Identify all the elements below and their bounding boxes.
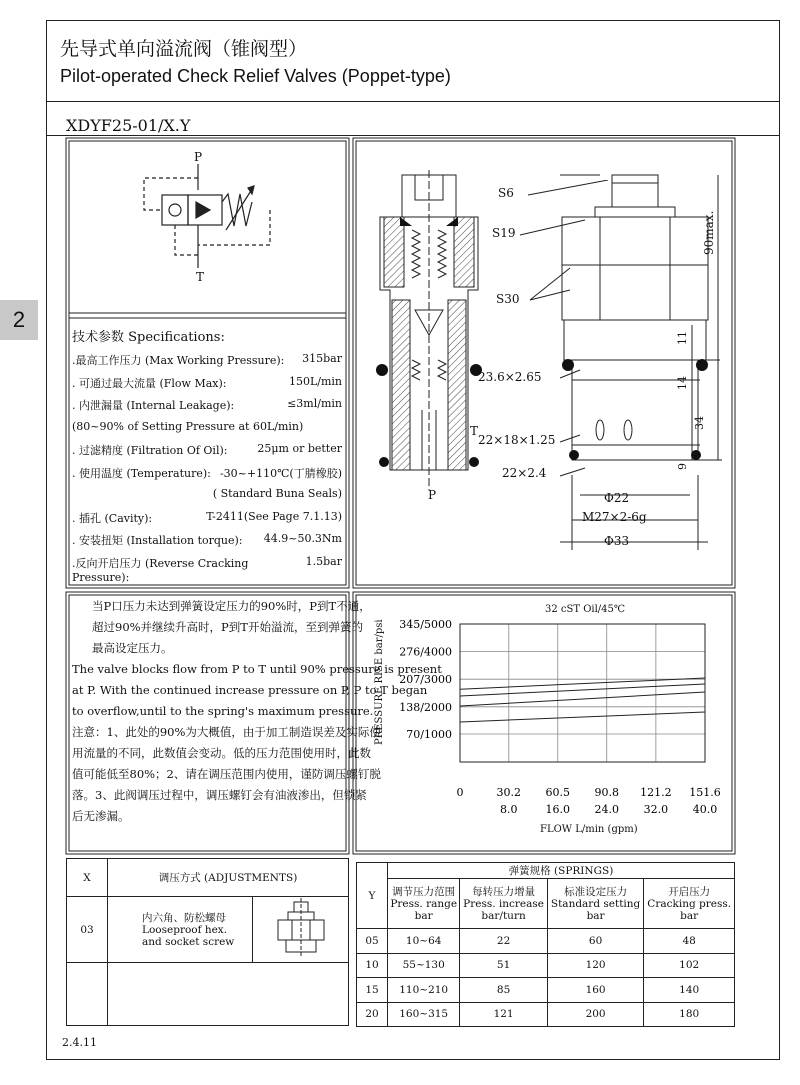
y-tick-label: 138/2000 <box>399 700 452 714</box>
springs-col-y: Y <box>357 863 388 929</box>
table-cell: 15 <box>357 978 388 1003</box>
table-cell: 120 <box>547 953 644 978</box>
y-tick-label: 207/3000 <box>399 673 452 687</box>
spec-label: . 安装扭矩 (Installation torque): <box>72 534 243 547</box>
spec-value: 44.9~50.3Nm <box>263 532 342 545</box>
section-port-t: T <box>470 424 479 438</box>
springs-header <box>547 879 644 929</box>
spec-row <box>72 397 342 413</box>
title-en: Pilot-operated Check Relief Valves (Poppet-type) <box>60 66 451 86</box>
table-cell: 102 <box>644 953 735 978</box>
springs-header-text: Cracking press. <box>647 897 732 910</box>
spec-label: . 插孔 (Cavity): <box>72 511 153 525</box>
spec-value: ≤3ml/min <box>287 397 342 410</box>
title-cn: 先导式单向溢流阀（锥阀型） <box>60 38 308 60</box>
spec-row <box>72 555 342 584</box>
table-cell: 48 <box>644 929 735 954</box>
table-cell: 20 <box>357 1002 388 1027</box>
dim-11: 11 <box>676 331 689 345</box>
dim-9: 9 <box>676 463 689 470</box>
x-tick-label-gpm: 40.0 <box>692 803 718 816</box>
series-line <box>460 678 705 689</box>
springs-header-text: Press. range <box>390 897 458 910</box>
symbol-port-t: T <box>196 270 205 284</box>
x-tick-label: 90.8 <box>594 786 619 799</box>
spec-value: 315bar <box>302 352 342 365</box>
springs-header <box>644 879 735 929</box>
springs-table <box>356 862 735 1027</box>
springs-header-text: Press. increase <box>463 897 545 910</box>
spec-label: (80~90% of Setting Pressure at 60L/min) <box>72 419 304 433</box>
spec-label: . 使用温度 (Temperature): <box>72 466 211 480</box>
description-line: 超过90%并继续升高时，P到T开始溢流，至到弹簧的 <box>92 620 363 634</box>
description-line: to overflow,until to the spring's maximum pressure. <box>72 704 374 718</box>
springs-header <box>388 879 460 929</box>
description-line: at P. With the continued increase pressure on P, P to T began <box>72 683 428 697</box>
adj-desc-cn: 内六角、防松螺母 <box>142 911 226 924</box>
spec-row <box>72 532 342 548</box>
section-port-p: P <box>428 488 437 502</box>
adjust-screw-icon <box>266 898 336 958</box>
adj-desc-en2: and socket screw <box>142 935 235 948</box>
table-cell: 110~210 <box>388 978 460 1003</box>
spec-label: . 过滤精度 (Filtration Of Oil): <box>72 444 228 457</box>
label-dia33: Φ33 <box>604 534 630 548</box>
model-number: XDYF25-01/X.Y <box>66 116 191 135</box>
adj-description <box>108 897 253 963</box>
springs-header-text: 调节压力范围 <box>392 885 456 898</box>
spec-label: .最高工作压力 (Max Working Pressure): <box>72 354 285 367</box>
table-cell: 22 <box>460 929 547 954</box>
plot-area <box>460 624 705 762</box>
spec-value: 25μm or better <box>257 442 342 455</box>
springs-header-text: bar <box>586 909 605 922</box>
springs-header-text: bar/turn <box>481 909 526 922</box>
spec-title: 技术参数 Specifications: <box>72 330 225 345</box>
table-cell: 200 <box>547 1002 644 1027</box>
dim-14: 14 <box>676 376 689 390</box>
label-dia22: Φ22 <box>604 491 630 505</box>
dim-34: 34 <box>693 416 706 430</box>
section-tab: 2 <box>0 300 38 340</box>
label-oring2: 22×18×1.25 <box>478 433 556 447</box>
table-row <box>357 1002 735 1027</box>
description-line: 后无渗漏。 <box>72 809 130 823</box>
spec-row <box>72 510 342 526</box>
description-line: 落。3、此阀调压过程中，调压螺钉会有油液渗出，但锁紧 <box>72 788 367 802</box>
springs-title: 弹簧规格 (SPRINGS) <box>388 863 735 879</box>
spec-label: .反向开启压力 (Reverse Cracking Pressure): <box>72 556 249 584</box>
label-s19: S19 <box>492 226 516 240</box>
table-cell: 160~315 <box>388 1002 460 1027</box>
springs-header-text: 每转压力增量 <box>472 885 536 898</box>
description-line: 当P口压力未达到弹簧设定压力的90%时，P到T不通， <box>92 599 371 613</box>
hydraulic-symbol <box>120 150 280 290</box>
x-tick-label: 121.2 <box>640 786 672 799</box>
table-cell: 140 <box>644 978 735 1003</box>
adjustments-table <box>66 858 349 1026</box>
table-cell: 05 <box>357 929 388 954</box>
springs-header-text: bar <box>414 909 433 922</box>
adj-icon-cell <box>253 897 349 963</box>
label-s30: S30 <box>496 292 520 306</box>
spec-row <box>72 442 342 458</box>
y-tick-label: 70/1000 <box>406 728 452 741</box>
spec-value: ( Standard Buna Seals) <box>212 487 342 500</box>
dim-90max: 90max. <box>702 210 716 255</box>
spec-row <box>72 375 342 391</box>
x-tick-label-gpm: 8.0 <box>500 803 518 816</box>
x-tick-label-gpm: 16.0 <box>545 803 571 816</box>
label-oring1: 23.6×2.65 <box>478 370 542 384</box>
chart-title: 32 cST Oil/45℃ <box>545 604 626 615</box>
spec-row <box>72 420 342 433</box>
table-cell: 51 <box>460 953 547 978</box>
table-row <box>357 978 735 1003</box>
x-tick-label: 151.6 <box>689 786 721 799</box>
table-cell: 160 <box>547 978 644 1003</box>
table-cell: 85 <box>460 978 547 1003</box>
table-cell: 121 <box>460 1002 547 1027</box>
adj-col-title: 调压方式 (ADJUSTMENTS) <box>108 859 349 897</box>
table-cell: 55~130 <box>388 953 460 978</box>
spec-row <box>72 352 342 368</box>
springs-header <box>460 879 547 929</box>
y-tick-label: 345/5000 <box>399 618 452 631</box>
x-tick-label-gpm: 24.0 <box>594 803 619 816</box>
chart-xlabel: FLOW L/min (gpm) <box>540 824 638 835</box>
table-cell: 10 <box>357 953 388 978</box>
table-row <box>357 953 735 978</box>
description-line: 用流量的不同，此数值会变动。低的压力范围使用时，此数 <box>72 746 371 760</box>
table-cell: 60 <box>547 929 644 954</box>
label-thread: M27×2-6g <box>582 510 647 524</box>
label-s6: S6 <box>498 186 514 200</box>
adj-desc-en1: Looseproof hex. <box>142 923 228 936</box>
table-row <box>357 929 735 954</box>
adj-col-x: X <box>67 859 108 897</box>
spec-label: . 可通过最大流量 (Flow Max): <box>72 376 227 390</box>
x-tick-label: 60.5 <box>545 786 571 799</box>
spec-row <box>72 487 342 500</box>
springs-header-text: bar <box>680 909 699 922</box>
spec-label: . 内泄漏量 (Internal Leakage): <box>72 399 235 412</box>
springs-header-text: 开启压力 <box>668 885 711 898</box>
spec-row <box>72 465 342 481</box>
page-number: 2.4.11 <box>62 1036 97 1049</box>
spec-value: 150L/min <box>288 374 342 388</box>
x-tick-label: 0 <box>456 786 464 799</box>
description-line: 最高设定压力。 <box>92 641 173 655</box>
pressure-chart <box>360 612 730 822</box>
series-line <box>460 712 705 722</box>
spec-value: T-2411(See Page 7.1.13) <box>206 509 342 523</box>
chart-ylabel: PRESSURE RISE bar/psi <box>374 619 385 745</box>
x-tick-label: 30.2 <box>496 786 522 799</box>
adj-code: 03 <box>67 897 108 963</box>
symbol-port-p: P <box>194 150 203 164</box>
spec-value: -30~+110℃(丁腈橡胶) <box>219 466 342 480</box>
description-line: 注意：1、此处的90%为大概值，由于加工制造误差及实际使 <box>72 725 381 739</box>
description-line: 值可能低至80%；2、请在调压范围内使用，谨防调压螺钉脱 <box>72 767 381 781</box>
spec-value: 1.5bar <box>305 554 342 568</box>
y-tick-label: 276/4000 <box>399 645 452 659</box>
springs-header-text: 标准设定压力 <box>564 885 628 898</box>
label-oring3: 22×2.4 <box>502 466 547 480</box>
table-cell: 180 <box>644 1002 735 1027</box>
x-tick-label-gpm: 32.0 <box>643 803 669 816</box>
description-line: The valve blocks flow from P to T until 90% pressure is present <box>72 662 442 676</box>
springs-header-text: Standard setting <box>550 897 641 910</box>
table-cell: 10~64 <box>388 929 460 954</box>
